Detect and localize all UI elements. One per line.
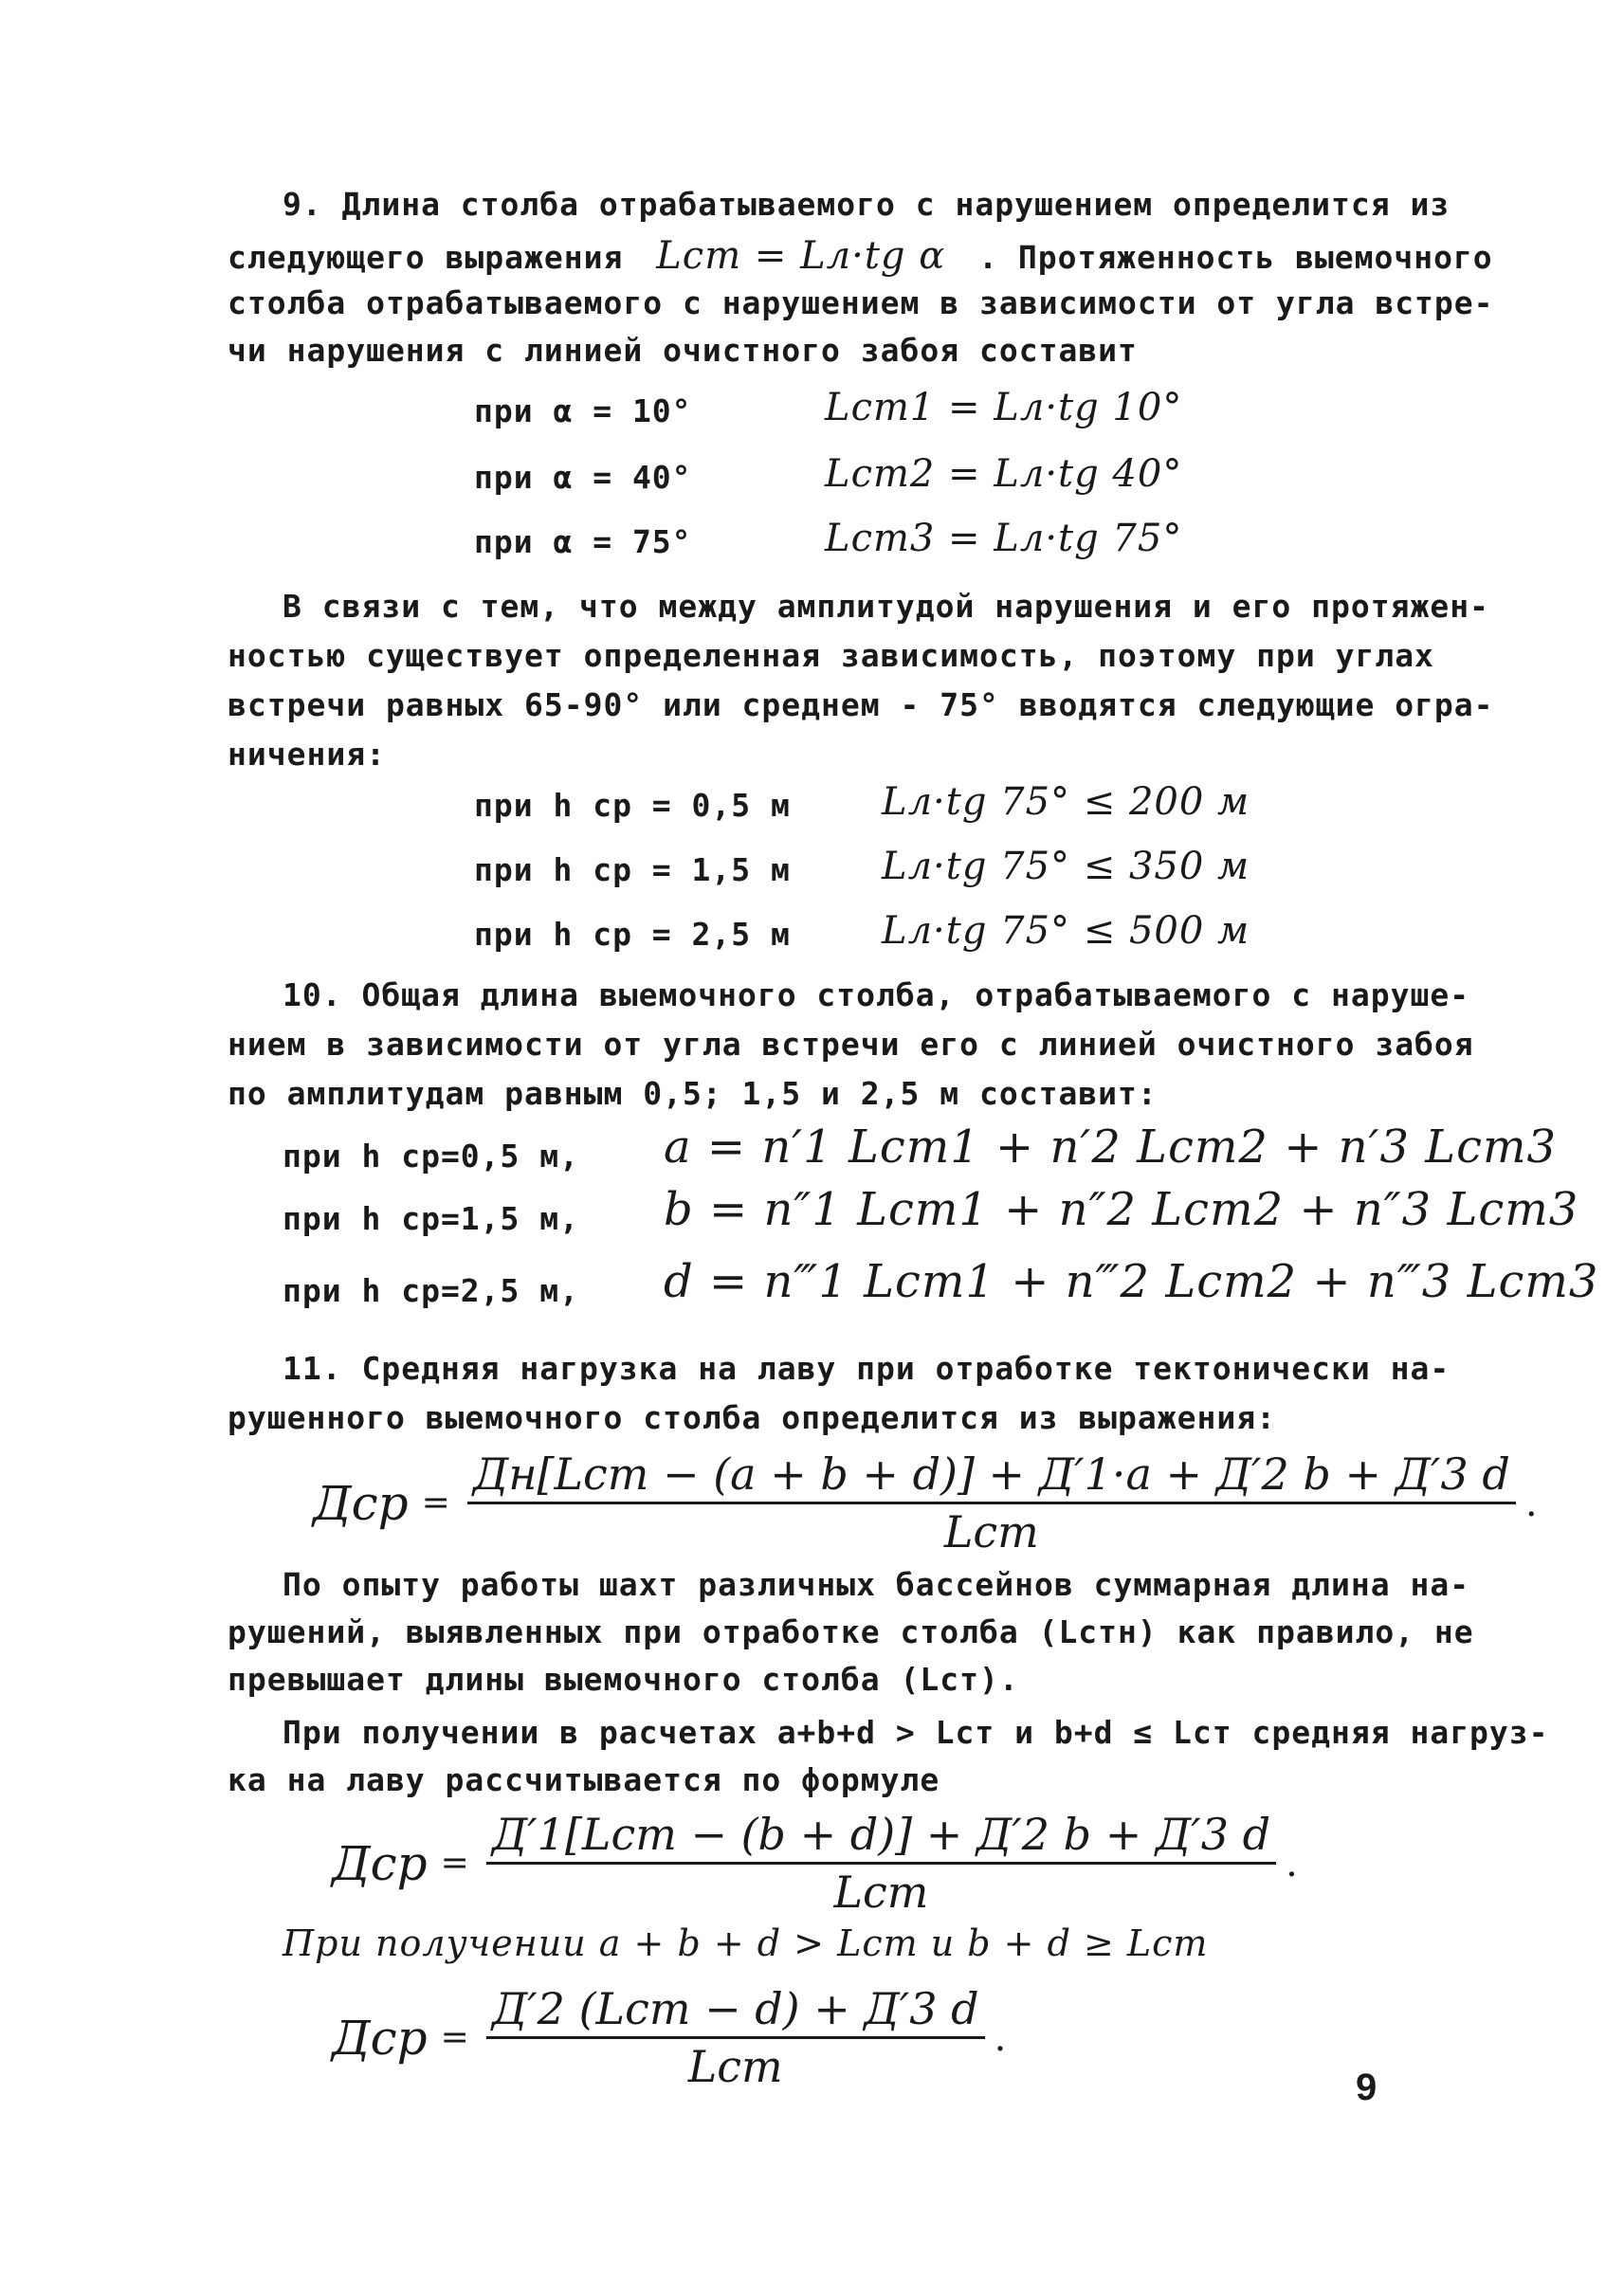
s10-row1-cond: при h ср=0,5 м,: [283, 1138, 580, 1175]
s9-line2-formula: Lст = Lл·tg α: [656, 234, 946, 278]
s10-row2-formula: b = n″1 Lст1 + n″2 Lст2 + n″3 Lст3: [664, 1183, 1579, 1236]
conn-row2-formula: Lл·tg 75° ≤ 350 м: [882, 845, 1250, 888]
s10-line3: по амплитудам равным 0,5; 1,5 и 2,5 м составит:: [228, 1075, 1158, 1112]
s9-line2-tail: . Протяженность выемочного: [978, 239, 1493, 276]
formula1-fraction: [467, 1447, 1516, 1559]
conn-line3: встречи равных 65-90° или среднем - 75° вводятся следующие огра-: [228, 686, 1494, 723]
s10-row3-formula: d = n‴1 Lст1 + n‴2 Lст2 + n‴3 Lст3: [664, 1255, 1599, 1308]
s9-line2: [228, 234, 1493, 278]
conn-row3-formula: Lл·tg 75° ≤ 500 м: [882, 909, 1250, 953]
page-number: 9: [1356, 2067, 1378, 2108]
formula2-period: .: [1286, 1841, 1298, 1885]
s11-para2-line1: При получении в расчетах a+b+d > Lст и b+d ≤ Lст средняя нагруз-: [283, 1714, 1549, 1751]
formula3-equals: =: [440, 2018, 469, 2057]
s9-line1: 9. Длина столба отрабатываемого с нарушением определится из: [283, 186, 1451, 223]
s10-row1-formula: a = n′1 Lст1 + n′2 Lст2 + n′3 Lст3: [664, 1120, 1558, 1174]
formula1-equals: =: [421, 1484, 450, 1522]
conn-line1: В связи с тем, что между амплитудой нарушения и его протяжен-: [283, 588, 1489, 625]
s11-para3: При получении a + b + d > Lст и b + d ≥ Lст: [283, 1922, 1209, 1964]
formula-load-1: [313, 1447, 1538, 1559]
formula2-lhs: Дср: [332, 1835, 428, 1891]
formula1-lhs: Дср: [313, 1475, 409, 1531]
s9-line4: чи нарушения с линией очистного забоя составит: [228, 332, 1138, 369]
conn-row1-cond: при h ср = 0,5 м: [474, 787, 791, 824]
formula2-equals: =: [440, 1844, 469, 1883]
conn-row1-formula: Lл·tg 75° ≤ 200 м: [882, 780, 1250, 824]
s11-para1-line2: рушений, выявленных при отработке столба (Lстн) как правило, не: [228, 1613, 1474, 1650]
s10-line1: 10. Общая длина выемочного столба, отрабатываемого с наруше-: [283, 976, 1470, 1013]
s11-line1: 11. Средняя нагрузка на лаву при отработке тектонически на-: [283, 1350, 1451, 1387]
s9-row3-formula: Lст3 = Lл·tg 75°: [825, 517, 1183, 560]
formula-load-3: [332, 1981, 1006, 2094]
formula1-numerator: Дн[Lст − (a + b + d)] + Д′1·a + Д′2 b + Д′3 d: [467, 1447, 1516, 1504]
s9-row3-cond: при α = 75°: [474, 523, 692, 560]
s10-row2-cond: при h ср=1,5 м,: [283, 1200, 580, 1237]
formula2-numerator: Д′1[Lст − (b + d)] + Д′2 b + Д′3 d: [486, 1807, 1276, 1865]
formula3-lhs: Дср: [332, 2010, 428, 2066]
s9-row1-formula: Lст1 = Lл·tg 10°: [825, 386, 1183, 429]
formula3-numerator: Д′2 (Lст − d) + Д′3 d: [486, 1981, 985, 2039]
formula3-fraction: [486, 1981, 985, 2094]
formula-load-2: [332, 1807, 1298, 1920]
s11-para1-line1: По опыту работы шахт различных бассейнов суммарная длина на-: [283, 1566, 1470, 1603]
s11-para1-line3: превышает длины выемочного столба (Lст).: [228, 1661, 1019, 1698]
s9-row1-cond: при α = 10°: [474, 392, 692, 429]
conn-row3-cond: при h ср = 2,5 м: [474, 916, 791, 953]
conn-line4: ничения:: [228, 736, 386, 773]
formula1-denominator: Lст: [943, 1506, 1039, 1557]
s10-row3-cond: при h ср=2,5 м,: [283, 1272, 580, 1309]
s11-para2-line2: ка на лаву рассчитывается по формуле: [228, 1761, 940, 1798]
formula2-denominator: Lст: [833, 1867, 929, 1918]
s9-row2-cond: при α = 40°: [474, 459, 692, 496]
formula3-denominator: Lст: [687, 2041, 783, 2092]
formula2-fraction: [486, 1807, 1276, 1920]
s9-line3: столба отрабатываемого с нарушением в зависимости от угла встре-: [228, 284, 1494, 321]
s9-row2-formula: Lст2 = Lл·tg 40°: [825, 452, 1183, 496]
formula3-period: .: [994, 2015, 1007, 2060]
formula1-period: .: [1524, 1481, 1538, 1525]
conn-row2-cond: при h ср = 1,5 м: [474, 851, 791, 888]
s11-line2: рушенного выемочного столба определится из выражения:: [228, 1399, 1276, 1436]
s9-line2-text: следующего выражения: [228, 239, 624, 276]
conn-line2: ностью существует определенная зависимость, поэтому при углах: [228, 637, 1434, 674]
s10-line2: нием в зависимости от угла встречи его с линией очистного забоя: [228, 1026, 1474, 1063]
